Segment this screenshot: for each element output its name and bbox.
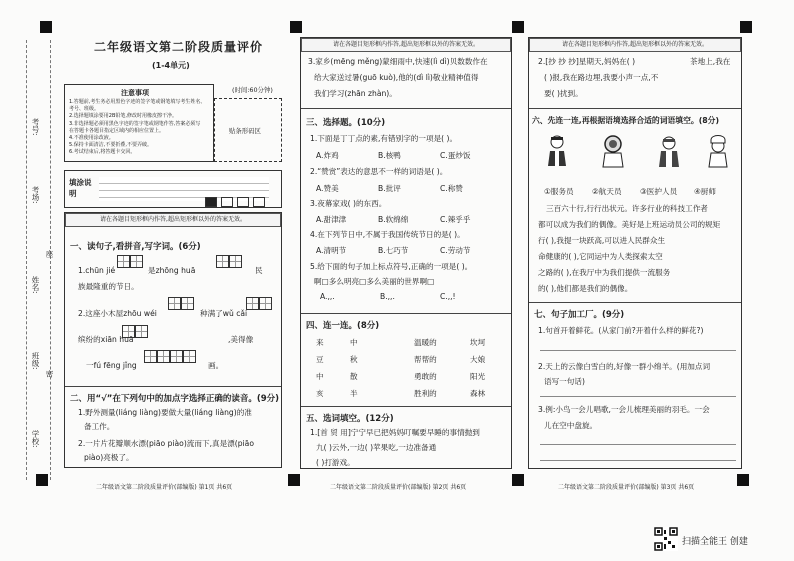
divider <box>301 108 511 109</box>
q7-line2: 2.天上的云像白雪白的,好像一群小绵羊。(用加点词 <box>538 362 711 371</box>
notice-line: 考号、班级。 <box>69 106 100 113</box>
correct-fill-sample <box>205 197 217 207</box>
q5-cont-line2: 茶地上,我在 <box>690 57 731 66</box>
q3-opt[interactable]: B.核鸭 <box>378 151 401 160</box>
exam-room-label: 考场: <box>31 186 40 204</box>
q1-line3a: 缤纷的xiān huā <box>78 335 134 344</box>
scanner-watermark: 扫描全能王 创建 <box>682 537 748 547</box>
wrong-fill-sample <box>253 197 265 207</box>
q4-item[interactable]: 豆 <box>316 355 324 364</box>
q3-opt[interactable]: A.赞美 <box>316 184 339 193</box>
q2-title: 二、用“√”在下列句中的加点字选择正确的读音。(9分) <box>70 394 280 404</box>
q4-title: 四、连一连。(8分) <box>306 321 380 331</box>
registration-mark <box>512 21 524 33</box>
q1-line1c: 民 <box>255 266 263 275</box>
notice-list <box>69 99 205 157</box>
q2-line2: 备工作。 <box>84 422 115 431</box>
notice-line: 在答题卡各题目指定区域内的相应位置上。 <box>69 127 165 134</box>
q1-line3b: ,美得像 <box>228 335 254 344</box>
registration-mark <box>40 21 52 33</box>
q7-line5: 儿在空中盘旋。 <box>544 421 598 430</box>
answer-line[interactable] <box>540 460 736 461</box>
wrong-fill-sample <box>221 197 233 207</box>
footer-page2: 二年级语文第二阶段质量评价(部编版) 第2页 共6页 <box>330 484 467 491</box>
q6-para1: 三百六十行,行行出状元。许多行业的科技工作者 <box>546 204 708 213</box>
q3-opt[interactable]: A.甜津津 <box>316 215 347 224</box>
q4-item[interactable]: 森林 <box>470 389 486 398</box>
q1-line1a: 1.chūn jié <box>78 266 116 275</box>
answer-line[interactable] <box>540 444 736 445</box>
q4-item[interactable]: 坎坷 <box>470 338 486 347</box>
q3-opt[interactable]: C.劳动节 <box>440 246 471 255</box>
barcode-area <box>214 98 282 162</box>
notice-line: 3.非选择题必须用黑色字迹的签字笔或钢笔作答,答案必须写 <box>69 120 201 127</box>
class-label: 班级: <box>31 352 40 370</box>
binding-line <box>26 40 27 480</box>
q1-answer-grid[interactable] <box>168 297 194 310</box>
q1-answer-grid[interactable] <box>216 255 242 268</box>
q3-opt[interactable]: A.炸鸡 <box>316 151 339 160</box>
q4-item[interactable]: 温暖的 <box>414 338 437 347</box>
q3-opt[interactable]: B.七巧节 <box>378 246 409 255</box>
q5-title: 五、选词填空。(12分) <box>306 414 394 424</box>
q6-para3: 行( ),我提一块跃高,可以进人民群众生 <box>538 236 666 245</box>
q3-opt[interactable]: C.称赞 <box>440 184 463 193</box>
page-title: 二年级语文第二阶段质量评价 <box>94 40 264 54</box>
fill-label: 填涂说明 <box>69 178 92 198</box>
q4-item[interactable]: 阳光 <box>470 372 486 381</box>
answer-bar: 请在各题目矩形框内作答,超出矩形框以外的答案无效。 <box>65 213 281 227</box>
time-limit: (时间:60分钟) <box>232 86 273 94</box>
answer-line[interactable] <box>540 350 736 351</box>
footer-page3: 二年级语文第二阶段质量评价(部编版) 第3页 共6页 <box>558 484 695 491</box>
q2-cont-line3: 我们学习(zhān zhàn)。 <box>314 89 397 98</box>
notice-line: 5.保持卡面清洁,不要折叠,不要弄破。 <box>69 142 152 149</box>
q3-title: 三、选择题。(10分) <box>306 118 386 128</box>
doctor-icon <box>656 134 682 168</box>
answer-line[interactable] <box>540 396 736 397</box>
registration-mark <box>36 474 48 486</box>
q5-line1: 1.[首 贸 用]宁宁早已把妈妈叮嘱要早睡的事情抛到 <box>310 428 480 437</box>
registration-mark <box>740 21 752 33</box>
registration-mark <box>512 474 524 486</box>
q1-line1d: 族最隆重的节日。 <box>78 282 139 291</box>
role-option[interactable]: ④厨师 <box>694 187 716 196</box>
q6-para2: 都可以成为我们的偶像。美好是上班运动员公司的规矩 <box>538 220 721 229</box>
role-option[interactable]: ②航天员 <box>592 187 622 196</box>
qr-code-icon <box>654 527 678 551</box>
divider <box>301 406 511 407</box>
astronaut-icon <box>600 134 626 168</box>
divider <box>65 386 281 387</box>
q3-opt[interactable]: C.蛋炒饭 <box>440 151 471 160</box>
q1-title: 一、读句子,看拼音,写字词。(6分) <box>70 242 201 252</box>
q1-answer-grid[interactable] <box>246 297 272 310</box>
q2-cont-line1: 3.家乡(mēng měng)蒙细雨中,快速(lì dì)贝数数作在 <box>308 57 488 66</box>
q3-opt[interactable]: A.清明节 <box>316 246 347 255</box>
school-label: 学校: <box>31 430 40 448</box>
q3-opt[interactable]: B.,,. <box>380 292 395 301</box>
answer-bar: 请在各题目矩形框内作答,超出矩形框以外的答案无效。 <box>529 38 741 52</box>
q6-title: 六、先连一连,再根据语境选择合适的词语填空。(8分) <box>532 116 720 125</box>
divider <box>301 313 511 314</box>
q1-answer-grid[interactable] <box>117 255 143 268</box>
q2-cont-line2: 给大家送过暑(guō kuò),他的(dì lì)敬业精神值得 <box>314 73 479 82</box>
chef-icon <box>705 134 731 168</box>
q3-opt[interactable]: C.辣乎乎 <box>440 215 471 224</box>
q5-line2: 九( )云外,一边( )苹果吃,一边准备通 <box>316 443 437 452</box>
q7-title: 七、句子加工厂。(9分) <box>534 310 625 320</box>
notice-line: 2.选择题填涂要用2B铅笔,修改时用橡皮擦干净。 <box>69 113 177 120</box>
q1-line2a: 2.这座小木屋zhōu wéi <box>78 309 157 318</box>
registration-mark <box>288 474 300 486</box>
q3-opt[interactable]: C.,,! <box>440 292 456 301</box>
q6-para4: 命健康的( ),它同运中为人类探索太空 <box>538 252 663 261</box>
role-option[interactable]: ③医护人员 <box>640 187 678 196</box>
q3-line1: 1.下面是丁丁点的素,有错别字的一项是( )。 <box>310 134 458 143</box>
q7-line1: 1.句首开着鲜花。(从家门前?开着什么样的鲜花?) <box>538 326 704 335</box>
q3-opt[interactable]: B.批评 <box>378 184 401 193</box>
q5-cont-line1: 2.[抄 抄 抄]星期天,妈妈在( ) <box>538 57 636 66</box>
q4-item[interactable]: 秋 <box>350 355 358 364</box>
q3-line4: 4.在下列节日中,不属于我国传统节日的是( )。 <box>310 230 465 239</box>
q3-line2: 2.“赞赏”表达的意思不一样的词语是( )。 <box>310 167 448 176</box>
q6-para5: 之路的( ),在我厅中为我们提供一流服务 <box>538 268 671 277</box>
notice-line: 4.不准使用涂改液。 <box>69 135 114 142</box>
barcode-label: 贴条形码区 <box>229 127 261 135</box>
q7-line4: 3.例:小鸟一会儿唱歌,一会儿梳理美丽的羽毛。一会 <box>538 405 710 414</box>
q4-item[interactable]: 帮帮的 <box>414 355 437 364</box>
q4-item[interactable]: 胜利的 <box>414 389 437 398</box>
q3-line6: 啊□多么明亮□多么美丽的世界啊□ <box>314 277 435 286</box>
q5-cont-line4: 要( )扰到。 <box>544 89 583 98</box>
q4-item[interactable]: 中 <box>350 338 358 347</box>
q1-line4a: 一fú fēng jǐng <box>86 361 137 370</box>
notice-line: 1.答题前,考生务必用黑色字迹的签字笔或钢笔填写考生姓名、 <box>69 99 206 105</box>
notice-line: 6.考试结束后,将答题卡交回。 <box>69 149 136 156</box>
q4-item[interactable]: 亥 <box>316 389 324 398</box>
registration-mark <box>290 21 302 33</box>
q4-item[interactable]: 大娘 <box>470 355 486 364</box>
q1-line1b: 是zhōng huā <box>148 266 196 275</box>
q1-answer-grid[interactable] <box>144 350 196 363</box>
waiter-icon <box>544 134 570 168</box>
q2-line1: 1.野外测量(liáng liàng)要做大量(liáng liàng)的准 <box>78 408 252 417</box>
wrong-fill-sample <box>237 197 249 207</box>
q7-line3: 语写一句话) <box>544 377 585 386</box>
divider <box>529 302 741 303</box>
answer-bar: 请在各题目矩形框内作答,超出矩形框以外的答案无效。 <box>301 38 511 52</box>
role-option[interactable]: ①服务员 <box>544 187 574 196</box>
q1-line2b: 种满了wǔ cǎi <box>200 309 248 318</box>
q3-opt[interactable]: B.软绵绵 <box>378 215 409 224</box>
notice-title: 注意事项 <box>121 89 149 97</box>
exam-number-label: 考号: <box>31 118 40 136</box>
q4-item[interactable]: 散 <box>350 372 358 381</box>
binding-line <box>50 40 51 480</box>
q4-item[interactable]: 中 <box>316 372 324 381</box>
unit-subtitle: (1-4单元) <box>152 61 190 70</box>
q3-line5: 5.给下面的句子加上标点符号,正确的一项是( )。 <box>310 262 473 271</box>
notice-box <box>64 84 214 162</box>
name-label: 姓名: <box>31 276 40 294</box>
q4-item[interactable]: 来 <box>316 338 324 347</box>
fill-instructions <box>64 170 282 208</box>
q2-line3: 2.一片片花瓣顺水漂(piāo piào)流而下,真是漂(piāo <box>78 439 254 448</box>
q5-line3: ( )打游戏。 <box>316 458 355 467</box>
q2-line4: piào)亮极了。 <box>84 453 134 462</box>
q3-line3: 3.夜幕家戏( )的东西。 <box>310 199 387 208</box>
q6-para6: 的( ),他们都是我们的偶像。 <box>538 284 633 293</box>
q5-cont-line3: ( )报,我在路边埋,我要小声一点,不 <box>544 73 659 82</box>
fill-samples <box>205 197 265 207</box>
footer-page1: 二年级语文第二阶段质量评价(部编版) 第1页 共6页 <box>96 484 233 491</box>
registration-mark <box>737 474 749 486</box>
q1-line4b: 画。 <box>208 361 224 370</box>
seal-mi-label: 密 <box>45 370 54 378</box>
q3-opt[interactable]: A.,,. <box>320 292 335 301</box>
q4-item[interactable]: 半 <box>350 389 358 398</box>
q4-item[interactable]: 勇敢的 <box>414 372 437 381</box>
seal-seat-label: 座 <box>45 250 54 258</box>
divider <box>529 108 741 109</box>
